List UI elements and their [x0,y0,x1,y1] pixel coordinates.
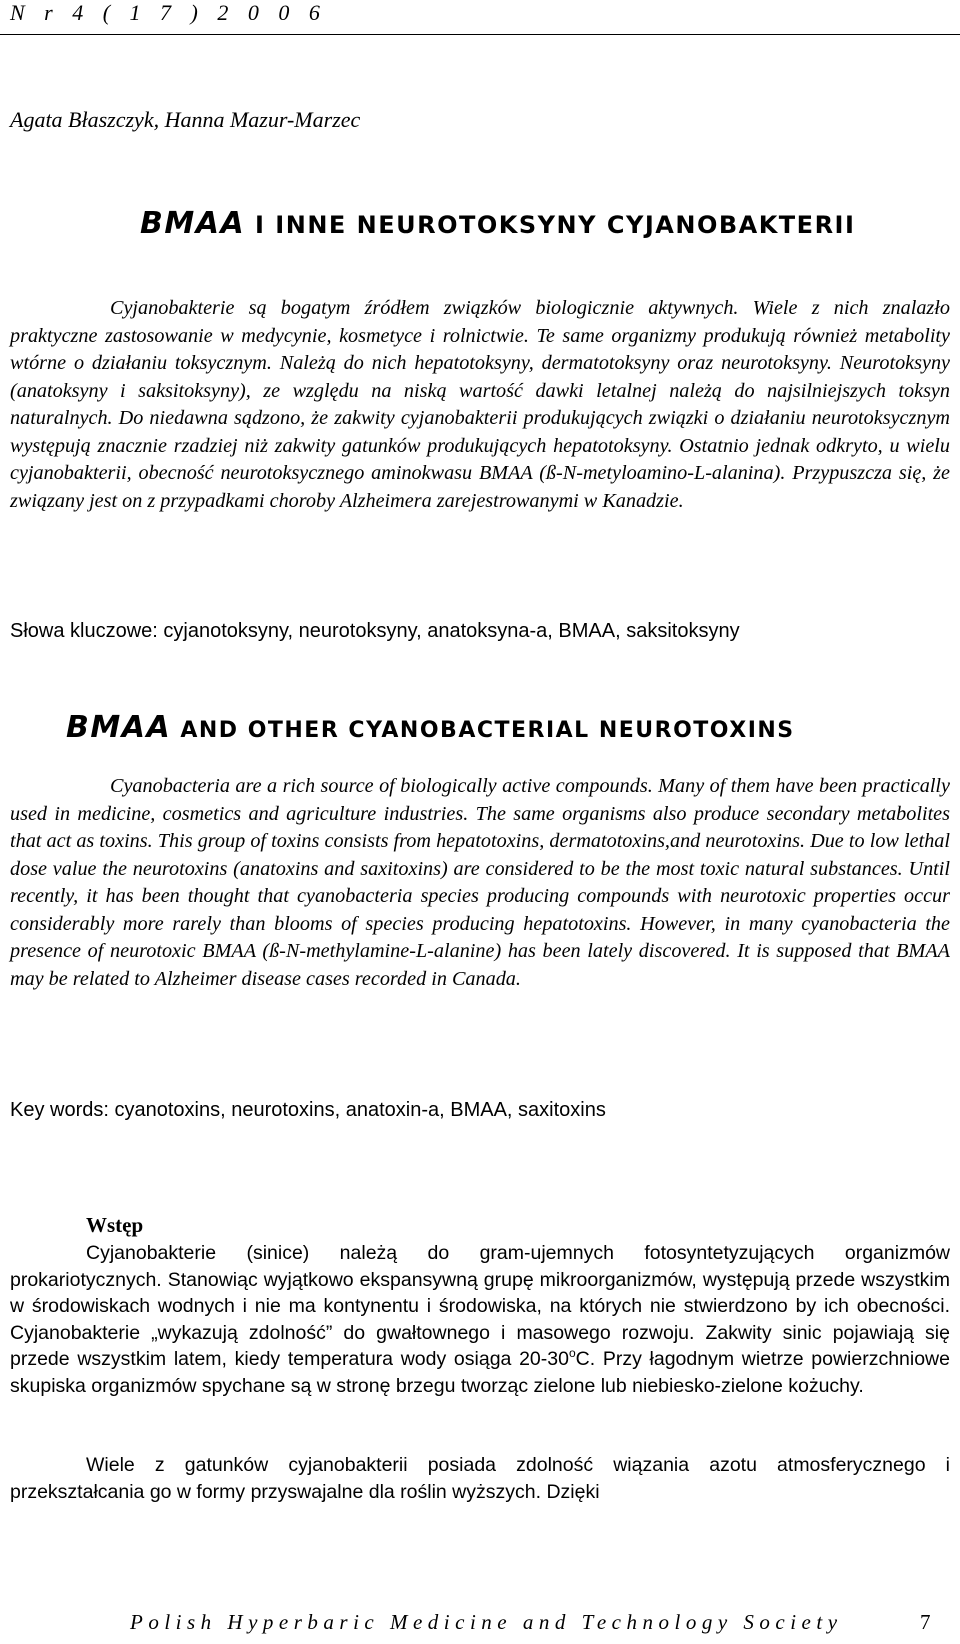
intro-paragraph-1-text: Cyjanobakterie (sinice) należą do gram-ujemnych fotosyntetyzujących organizmów prokariotycznych. Stanowiąc wyjątkowo ekspansywną grupę mikroorganizmów, występują przede wszystkim w środowiskach wodnych i nie ma kontynentu i środowiska, na których nie stwierdzono by ich obecności. Cyjanobakterie „wykazują zdolność” do gwałtownego i masowego rozwoju. Zakwity sinic pojawiają się przede wszystkim latem, kiedy temperatura wody osiąga 20-30 [10,1242,950,1370]
title-polish [140,206,855,241]
section-title-introduction: Wstęp [86,1213,144,1237]
title-polish-rest: I INNE NEUROTOKSYNY CYJANOBAKTERII [255,211,856,239]
footer-journal-name: Polish Hyperbaric Medicine and Technology Society [130,1610,843,1634]
keywords-polish: Słowa kluczowe: cyjanotoksyny, neurotoksyny, anatoksyna-a, BMAA, saksitoksyny [10,620,740,642]
intro-paragraph-1 [10,1240,950,1399]
abstract-english: Cyanobacteria are a rich source of biologically active compounds. Many of them have been practically used in medicine, cosmetics and agriculture industries. The same organisms also produce secondary metabolites that act as toxins. This group of toxins consists from hepatotoxins, dermatotoxins,and neurotoxins. Due to low lethal dose value the neurotoxins (anatoxins and saxitoxins) are considered to be the most toxic natural substances. Until recently, it has been thought that cyanobacteria species producing compounds with neurotoxic properties occur considerably more rarely than blooms of species producing hepatotoxins. However, in many cyanobacteria the presence of neurotoxic BMAA (ß-N-methylamine-L-alanine) has been lately discovered. It is supposed that BMAA may be related to Alzheimer disease cases recorded in Canada. [10,775,950,990]
title-english [66,710,795,745]
degree-superscript: o [568,1346,576,1360]
title-english-lead: BMAA [66,710,172,745]
authors: Agata Błaszczyk, Hanna Mazur-Marzec [10,107,361,132]
title-polish-lead: BMAA [140,206,246,241]
page-number: 7 [920,1610,931,1634]
abstract-polish: Cyjanobakterie są bogatym źródłem związków biologicznie aktywnych. Wiele z nich znalazło praktyczne zastosowanie w medycynie, kosmetyce i rolnictwie. Te same organizmy produkują również metabolity wtórne o działaniu toksycznym. Należą do nich hepatotoksyny, dermatotoksyny oraz neurotoksyny. Neurotoksyny (anatoksyny i saksitoksyny), ze względu na niską wartość dawki letalnej należą do najsilniejszych toksyn naturalnych. Do niedawna sądzono, że zakwity cyjanobakterii produkujących związki o działaniu neurotoksycznym występują znacznie rzadziej niż zakwity gatunków produkujących hepatotoksyny. Ostatnio jednak odkryto, u wielu cyjanobakterii, obecność neurotoksycznego aminokwasu BMAA (ß-N-metyloamino-L-alanina). Przypuszcza się, że związany jest on z przypadkami choroby Alzheimera zarejestrowanymi w Kanadzie. [10,297,950,512]
intro-paragraph-1-text-cont: C. Przy łagodnym wietrze powierzchniowe skupiska organizmów spychane są w stronę brzegu tworząc zielone lub niebiesko-zielone kożuchy. [10,1348,950,1397]
keywords-english: Key words: cyanotoxins, neurotoxins, anatoxin-a, BMAA, saxitoxins [10,1099,606,1121]
title-english-rest: AND OTHER CYANOBACTERIAL NEUROTOXINS [180,718,795,743]
journal-issue-header: N r 4 ( 1 7 ) 2 0 0 6 [10,0,327,25]
intro-paragraph-2: Wiele z gatunków cyjanobakterii posiada zdolność wiązania azotu atmosferycznego i przekształcania go w formy przyswajalne dla roślin wyższych. Dzięki [10,1454,950,1503]
header-divider [0,34,960,35]
